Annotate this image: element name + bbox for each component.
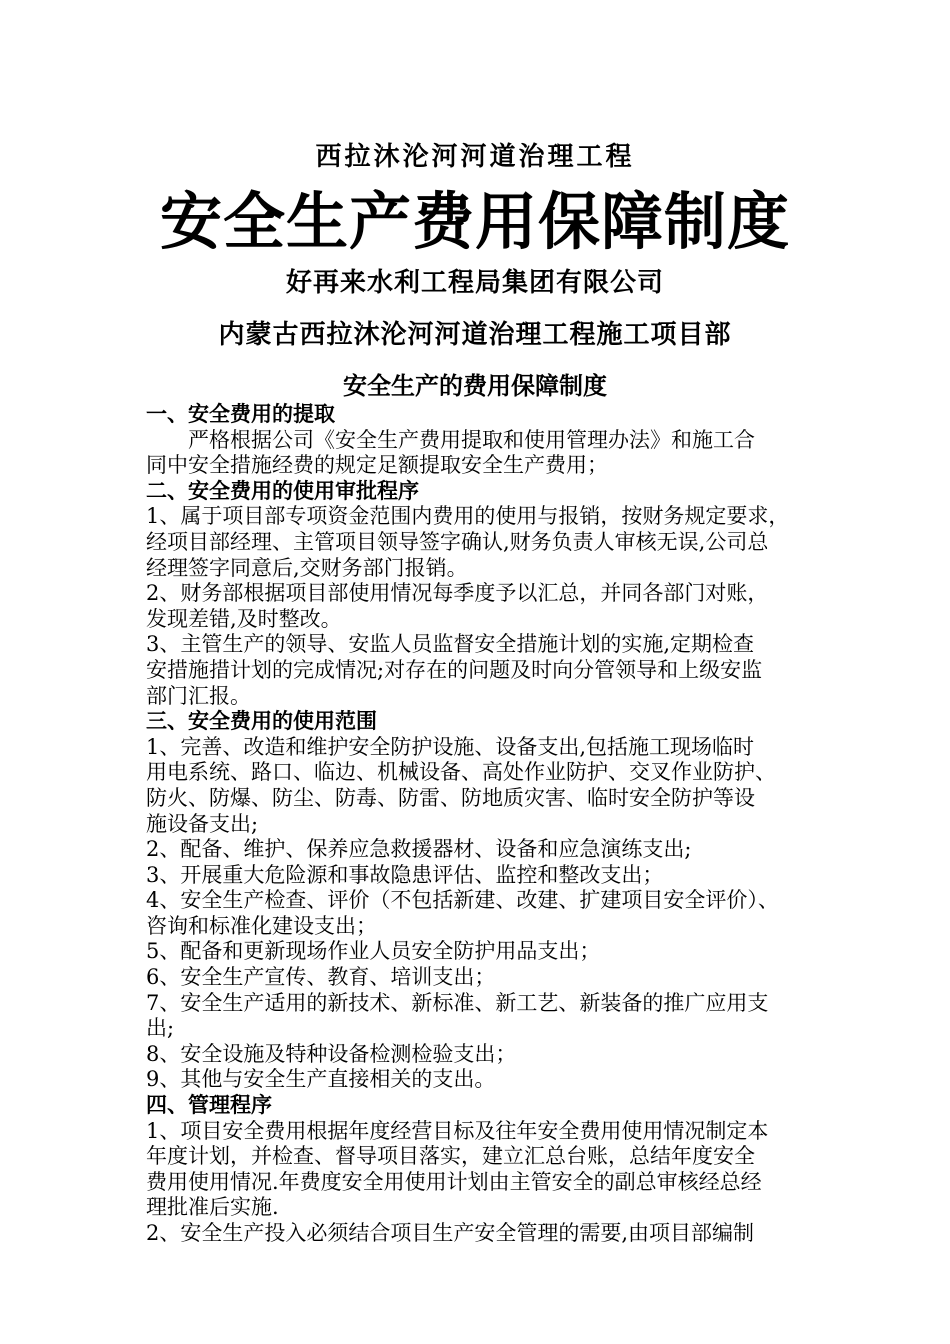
document-body (146, 402, 826, 1247)
body-line: 1、项目安全费用根据年度经营目标及往年安全费用使用情况制定本 (146, 1118, 769, 1143)
section-heading: 二、安全费用的使用审批程序 (146, 478, 419, 503)
section-heading: 四、管理程序 (146, 1093, 272, 1118)
body-line: 同中安全措施经费的规定足额提取安全生产费用； (146, 453, 608, 478)
body-line: 3、开展重大危险源和事故隐患评估、监控和整改支出； (146, 862, 664, 887)
body-line: 经项目部经理、主管项目领导签字确认,财务负责人审核无误,公司总 (146, 529, 769, 554)
body-line: 2、财务部根据项目部使用情况每季度予以汇总，并同各部门对账， (146, 581, 769, 606)
body-line: 7、安全生产适用的新技术、新标准、新工艺、新装备的推广应用支 (146, 990, 769, 1015)
body-line: 用电系统、路口、临边、机械设备、高处作业防护、交叉作业防护、 (146, 760, 776, 785)
body-line: 年度计划，并检查、督导项目落实，建立汇总台账，总结年度安全 (146, 1144, 755, 1169)
body-line: 5、配备和更新现场作业人员安全防护用品支出； (146, 939, 601, 964)
department-name: 内蒙古西拉沐沦河河道治理工程施工项目部 (218, 320, 732, 350)
body-line: 8、安全设施及特种设备检测检验支出； (146, 1041, 517, 1066)
section-heading: 三、安全费用的使用范围 (146, 709, 377, 734)
body-line: 防火、防爆、防尘、防毒、防雷、防地质灾害、临时安全防护等设 (146, 785, 755, 810)
body-line: 理批准后实施. (146, 1195, 279, 1220)
body-line: 2、配备、维护、保养应急救援器材、设备和应急演练支出; (146, 837, 692, 862)
body-line: 3、主管生产的领导、安监人员监督安全措施计划的实施,定期检查 (146, 632, 755, 657)
body-line: 出; (146, 1016, 175, 1041)
section-subtitle: 安全生产的费用保障制度 (343, 372, 607, 400)
body-line: 咨询和标准化建设支出； (146, 913, 377, 938)
body-line: 9、其他与安全生产直接相关的支出。 (146, 1067, 496, 1092)
body-line: 1、完善、改造和维护安全防护设施、设备支出,包括施工现场临时 (146, 734, 755, 759)
body-line: 部门汇报。 (146, 683, 251, 708)
body-line: 4、安全生产检查、评价（不包括新建、改建、扩建项目安全评价）、 (146, 888, 779, 913)
section-heading: 一、安全费用的提取 (146, 402, 335, 426)
body-line: 经理签字同意后,交财务部门报销。 (146, 555, 468, 580)
body-line: 费用使用情况.年费度安全用使用计划由主管安全的副总审核经总经 (146, 1169, 762, 1194)
project-name: 西拉沐沦河河道治理工程 (315, 142, 635, 172)
document-title: 安全生产费用保障制度 (159, 185, 790, 258)
body-line: 施设备支出; (146, 811, 259, 836)
body-line: 2、安全生产投入必须结合项目生产安全管理的需要,由项目部编制 (146, 1221, 755, 1245)
company-name: 好再来水利工程局集团有限公司 (285, 268, 664, 298)
body-line: 1、属于项目部专项资金范围内费用的使用与报销，按财务规定要求， (146, 504, 790, 529)
body-line: 6、安全生产宣传、教育、培训支出； (146, 965, 496, 990)
body-line: 严格根据公司《安全生产费用提取和使用管理办法》和施工合 (188, 427, 755, 452)
body-line: 发现差错,及时整改。 (146, 606, 342, 631)
body-line: 安措施措计划的完成情况;对存在的问题及时向分管领导和上级安监 (146, 657, 763, 682)
